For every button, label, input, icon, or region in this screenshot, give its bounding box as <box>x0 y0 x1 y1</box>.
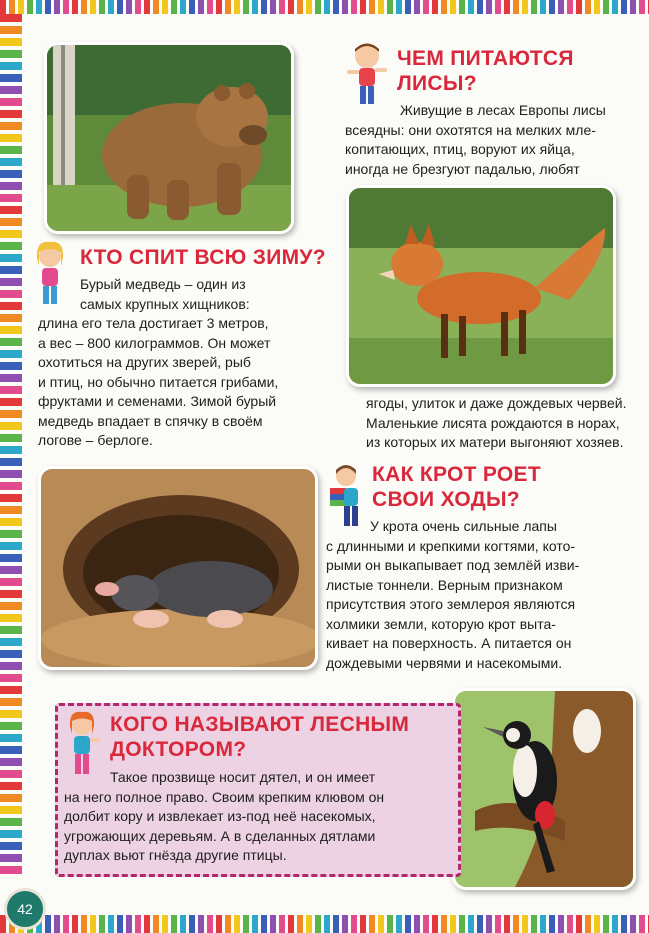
text-line: дуплах вьют гнёзда другие птицы. <box>64 847 287 863</box>
mole-section-title <box>372 462 541 512</box>
woodpecker-illustration <box>452 688 636 890</box>
text-line: листые тоннели. Верным признаком <box>326 576 563 593</box>
page-number-badge: 42 <box>4 888 46 930</box>
bear-text <box>38 275 338 451</box>
text-line: У крота очень сильные лапы <box>370 518 557 534</box>
text-line: самых крупных хищников: <box>80 295 250 312</box>
woodpecker-text <box>64 768 448 866</box>
bottom-color-stripe <box>0 915 649 933</box>
woodpecker-section-title <box>110 712 409 762</box>
text-line: медведь впадает в спячку в своём <box>38 412 263 429</box>
bear-illustration <box>44 42 294 234</box>
woodpecker-title-line1: КОГО НАЗЫВАЮТ ЛЕСНЫМ <box>110 713 410 736</box>
text-line: охотиться на других зверей, рыб <box>38 354 251 370</box>
fox-title-line1: ЧЕМ ПИТАЮТСЯ <box>397 47 574 70</box>
text-line: долбит кору и извлекает из-под неё насекомых, <box>64 808 376 824</box>
left-color-stripe <box>0 14 22 874</box>
text-line: и птиц, но обычно питается грибами, <box>38 373 279 390</box>
fox-text-bottom <box>366 394 636 453</box>
boy-mascot-icon <box>343 40 391 108</box>
mole-title-line2: СВОИ ХОДЫ? <box>372 488 520 511</box>
mole-illustration <box>38 466 318 670</box>
text-line: копитающих, птиц, воруют их яйца, <box>345 141 575 157</box>
fox-text-top <box>345 101 635 179</box>
text-line: а вес – 800 килограммов. Он может <box>38 334 271 351</box>
text-line: на него полное право. Своим крепким клювом он <box>64 788 385 805</box>
text-line: фруктами и семенами. Зимой бурый <box>38 393 277 409</box>
text-line: длина его тела достигает 3 метров, <box>38 315 269 331</box>
text-line: рыми он выкапывает под землёй изви- <box>326 557 580 573</box>
text-line: дождевыми червями и насекомыми. <box>326 654 563 671</box>
text-line: присутствия этого землероя являются <box>326 596 576 612</box>
woodpecker-title-line2: ДОКТОРОМ? <box>110 738 247 761</box>
text-line: логове – берлоге. <box>38 432 153 448</box>
mole-text <box>326 517 638 673</box>
text-line: Живущие в лесах Европы лисы <box>400 102 606 118</box>
bear-section-title: КТО СПИТ ВСЮ ЗИМУ? <box>80 246 326 269</box>
fox-section-title <box>397 46 574 96</box>
text-line: с длинными и крепкими когтями, кото- <box>326 537 576 554</box>
text-line: кивает на поверхность. А питается он <box>326 635 572 651</box>
top-color-stripe <box>0 0 649 14</box>
text-line: иногда не брезгуют падалью, любят <box>345 160 580 177</box>
text-line: Бурый медведь – один из <box>80 276 246 292</box>
text-line: Такое прозвище носит дятел, и он имеет <box>110 769 376 785</box>
fox-title-line2: ЛИСЫ? <box>397 72 477 95</box>
text-line: ягоды, улиток и даже дождевых червей. <box>366 395 627 411</box>
text-line: угрожающих деревьям. А в сделанных дятлами <box>64 827 376 844</box>
fox-illustration <box>346 185 616 387</box>
mole-title-line1: КАК КРОТ РОЕТ <box>372 463 541 486</box>
text-line: Маленькие лисята рождаются в норах, <box>366 414 620 431</box>
text-line: из которых их матери выгоняют хозяев. <box>366 434 624 450</box>
text-line: холмики земли, которую крот выта- <box>326 615 556 632</box>
text-line: всеядны: они охотятся на мелких мле- <box>345 121 596 138</box>
